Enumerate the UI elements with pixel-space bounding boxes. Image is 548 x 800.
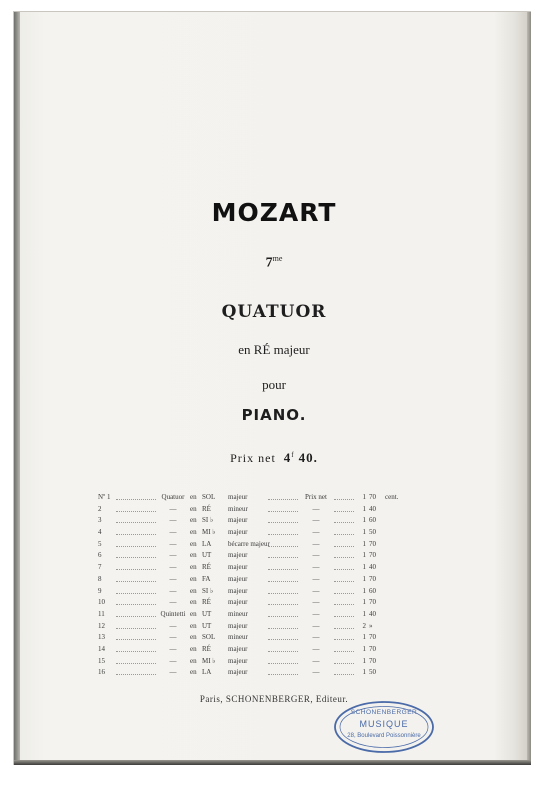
catalog-list (98, 492, 408, 679)
catalog-francs: 1 (362, 528, 366, 537)
dot-leader (334, 656, 354, 664)
catalog-key: SOL (202, 493, 216, 501)
catalog-number: 16 (98, 668, 105, 677)
dot-leader (268, 632, 298, 640)
dot-leader (268, 515, 298, 523)
dot-leader (268, 597, 298, 605)
dot-leader (334, 515, 354, 523)
dot-leader (268, 621, 298, 629)
catalog-mode: majeur (228, 644, 248, 653)
catalog-centimes: 70 (369, 574, 376, 583)
dot-leader (116, 515, 156, 523)
catalog-number: 9 (98, 586, 102, 595)
catalog-price-label: — (312, 574, 320, 583)
dot-leader (334, 586, 354, 594)
catalog-mode: majeur (228, 563, 248, 572)
catalog-centimes: 70 (369, 633, 376, 642)
catalog-row (98, 586, 408, 598)
catalog-ensemble: Quatuor (161, 493, 185, 501)
stamp-middle-text: MUSIQUE (359, 719, 409, 729)
catalog-francs: 1 (362, 668, 366, 677)
dot-leader (268, 550, 298, 558)
catalog-mode: majeur (228, 516, 248, 525)
dot-leader (334, 492, 354, 500)
catalog-mode: majeur (228, 621, 248, 630)
dot-leader (116, 574, 156, 582)
catalog-ensemble: — (169, 586, 177, 595)
stamp-top-text: SCHONENBERGER (350, 709, 418, 716)
catalog-ensemble: — (169, 656, 177, 665)
catalog-number: 13 (98, 633, 105, 642)
catalog-key: RÉ (202, 644, 211, 653)
catalog-en: en (190, 668, 197, 677)
catalog-row (98, 574, 408, 586)
catalog-centimes: 70 (369, 656, 376, 665)
catalog-mode: majeur (228, 551, 248, 560)
work-number-suffix: me (272, 254, 283, 263)
dot-leader (268, 504, 298, 512)
catalog-key: RÉ (202, 598, 211, 607)
catalog-key: MI ♭ (202, 656, 216, 665)
catalog-row (98, 504, 408, 516)
catalog-key: LA (202, 539, 212, 548)
composer-name: MOZART (211, 198, 337, 227)
catalog-cent-unit: cent. (385, 493, 399, 501)
catalog-mode: mineur (228, 504, 248, 513)
catalog-mode: mineur (228, 633, 248, 642)
catalog-number: Nº 1 (98, 493, 111, 501)
catalog-en: en (190, 609, 197, 618)
catalog-price-label: — (312, 668, 320, 677)
catalog-francs: 1 (362, 551, 366, 560)
dot-leader (116, 504, 156, 512)
catalog-ensemble: — (169, 668, 177, 677)
instrument: PIANO. (241, 406, 307, 424)
catalog-row (98, 492, 408, 504)
dot-leader (268, 586, 298, 594)
dot-leader (116, 656, 156, 664)
catalog-key: MI ♭ (202, 528, 216, 537)
dot-leader (116, 632, 156, 640)
catalog-centimes: 70 (369, 598, 376, 607)
publisher-line: Paris, SCHONENBERGER, Editeur. (199, 694, 349, 704)
dot-leader (334, 562, 354, 570)
catalog-mode: majeur (228, 493, 248, 501)
dot-leader (334, 621, 354, 629)
dot-leader (334, 539, 354, 547)
catalog-mode: majeur (228, 528, 248, 537)
catalog-key: SOL (202, 633, 216, 642)
work-number-value: 7 (265, 255, 273, 271)
work-number (0, 254, 548, 272)
catalog-number: 3 (98, 516, 102, 525)
catalog-en: en (190, 621, 197, 630)
dot-leader (116, 550, 156, 558)
catalog-row (98, 632, 408, 644)
catalog-price-label: — (312, 516, 320, 525)
price-label: Prix net (230, 451, 276, 465)
pour-text: pour (262, 377, 286, 392)
catalog-row (98, 539, 408, 551)
catalog-en: en (190, 656, 197, 665)
catalog-row (98, 562, 408, 574)
catalog-key: UT (202, 551, 212, 560)
publisher-stamp (333, 700, 435, 754)
dot-leader (116, 562, 156, 570)
catalog-price-label: — (312, 656, 320, 665)
dot-leader (268, 539, 298, 547)
catalog-en: en (190, 598, 197, 607)
work-key: en RÉ majeur (238, 342, 310, 357)
catalog-centimes: 40 (369, 563, 376, 572)
catalog-mode: bécarre majeur (228, 539, 270, 548)
catalog-francs: 1 (362, 656, 366, 665)
catalog-ensemble: — (169, 539, 177, 548)
catalog-centimes: » (369, 621, 373, 630)
dot-leader (268, 574, 298, 582)
catalog-ensemble: — (169, 551, 177, 560)
dot-leader (268, 609, 298, 617)
catalog-number: 6 (98, 551, 102, 560)
catalog-centimes: 60 (369, 586, 376, 595)
catalog-mode: majeur (228, 656, 248, 665)
catalog-number: 2 (98, 504, 102, 513)
catalog-en: en (190, 539, 197, 548)
catalog-centimes: 40 (369, 504, 376, 513)
catalog-ensemble: — (169, 598, 177, 607)
catalog-price-label: — (312, 551, 320, 560)
catalog-number: 7 (98, 563, 102, 572)
catalog-francs: 1 (362, 504, 366, 513)
dot-leader (116, 597, 156, 605)
catalog-ensemble: Quintetti (160, 609, 186, 618)
dot-leader (334, 504, 354, 512)
catalog-price-label: — (312, 539, 320, 548)
dot-leader (334, 597, 354, 605)
dot-leader (334, 550, 354, 558)
catalog-row (98, 527, 408, 539)
catalog-en: en (190, 574, 197, 583)
catalog-centimes: 50 (369, 668, 376, 677)
dot-leader (334, 667, 354, 675)
catalog-francs: 1 (362, 609, 366, 618)
dot-leader (334, 632, 354, 640)
catalog-mode: majeur (228, 586, 248, 595)
catalog-mode: mineur (228, 609, 248, 618)
catalog-en: en (190, 504, 197, 513)
catalog-number: 10 (98, 598, 105, 607)
catalog-en: en (190, 493, 197, 501)
dot-leader (334, 527, 354, 535)
catalog-en: en (190, 586, 197, 595)
catalog-number: 11 (98, 609, 105, 618)
catalog-francs: 1 (362, 516, 366, 525)
catalog-centimes: 40 (369, 609, 376, 618)
dot-leader (116, 644, 156, 652)
catalog-key: SI ♭ (202, 516, 214, 525)
dot-leader (334, 644, 354, 652)
catalog-price-label: — (312, 644, 320, 653)
catalog-ensemble: — (169, 644, 177, 653)
catalog-mode: majeur (228, 668, 248, 677)
catalog-row (98, 550, 408, 562)
catalog-francs: 1 (362, 598, 366, 607)
catalog-ensemble: — (169, 504, 177, 513)
dot-leader (268, 656, 298, 664)
catalog-en: en (190, 633, 197, 642)
catalog-price-label: Prix net (305, 493, 327, 501)
catalog-key: FA (202, 574, 211, 583)
catalog-price-label: — (312, 504, 320, 513)
catalog-row (98, 597, 408, 609)
catalog-price-label: — (312, 528, 320, 537)
price-unit: f (291, 451, 295, 459)
catalog-number: 8 (98, 574, 102, 583)
catalog-ensemble: — (169, 563, 177, 572)
dot-leader (268, 644, 298, 652)
catalog-row (98, 621, 408, 633)
catalog-en: en (190, 551, 197, 560)
catalog-en: en (190, 528, 197, 537)
catalog-price-label: — (312, 586, 320, 595)
catalog-price-label: — (312, 609, 320, 618)
catalog-price-label: — (312, 598, 320, 607)
dot-leader (268, 527, 298, 535)
catalog-en: en (190, 516, 197, 525)
dot-leader (116, 586, 156, 594)
catalog-ensemble: — (169, 528, 177, 537)
catalog-key: UT (202, 621, 212, 630)
catalog-francs: 1 (362, 644, 366, 653)
dot-leader (116, 609, 156, 617)
catalog-row (98, 609, 408, 621)
catalog-number: 5 (98, 539, 102, 548)
catalog-key: LA (202, 668, 212, 677)
catalog-row (98, 644, 408, 656)
dot-leader (116, 667, 156, 675)
catalog-ensemble: — (169, 574, 177, 583)
catalog-key: RÉ (202, 504, 211, 513)
catalog-centimes: 70 (369, 539, 376, 548)
catalog-francs: 1 (362, 563, 366, 572)
dot-leader (334, 574, 354, 582)
catalog-number: 15 (98, 656, 105, 665)
catalog-row (98, 667, 408, 679)
catalog-ensemble: — (169, 621, 177, 630)
catalog-row (98, 515, 408, 527)
catalog-francs: 1 (362, 539, 366, 548)
catalog-en: en (190, 563, 197, 572)
catalog-ensemble: — (169, 633, 177, 642)
catalog-francs: 1 (362, 586, 366, 595)
catalog-row (98, 656, 408, 668)
dot-leader (116, 539, 156, 547)
dot-leader (334, 609, 354, 617)
catalog-centimes: 50 (369, 528, 376, 537)
price-cents: 40. (298, 450, 318, 465)
dot-leader (116, 527, 156, 535)
catalog-francs: 1 (362, 633, 366, 642)
catalog-key: SI ♭ (202, 586, 214, 595)
catalog-francs: 1 (362, 574, 366, 583)
catalog-price-label: — (312, 633, 320, 642)
catalog-en: en (190, 644, 197, 653)
catalog-centimes: 60 (369, 516, 376, 525)
catalog-number: 4 (98, 528, 102, 537)
catalog-key: RÉ (202, 563, 211, 572)
catalog-centimes: 70 (369, 644, 376, 653)
price-line (0, 450, 548, 466)
catalog-number: 12 (98, 621, 105, 630)
catalog-francs: 1 (362, 493, 366, 501)
dot-leader (268, 667, 298, 675)
dot-leader (116, 492, 156, 500)
catalog-centimes: 70 (369, 551, 376, 560)
price-francs: 4 (283, 450, 292, 465)
catalog-key: UT (202, 609, 212, 618)
dot-leader (116, 621, 156, 629)
catalog-number: 14 (98, 644, 105, 653)
catalog-price-label: — (312, 621, 320, 630)
catalog-price-label: — (312, 563, 320, 572)
catalog-ensemble: — (169, 516, 177, 525)
stamp-bottom-text: 28, Boulevard Poissonnière (347, 733, 421, 739)
catalog-centimes: 70 (369, 493, 376, 501)
dot-leader (268, 492, 298, 500)
work-title: QUATUOR (221, 302, 327, 322)
bottom-shadow (14, 760, 531, 765)
catalog-francs: 2 (362, 621, 366, 630)
catalog-mode: majeur (228, 598, 248, 607)
dot-leader (268, 562, 298, 570)
catalog-mode: majeur (228, 574, 248, 583)
